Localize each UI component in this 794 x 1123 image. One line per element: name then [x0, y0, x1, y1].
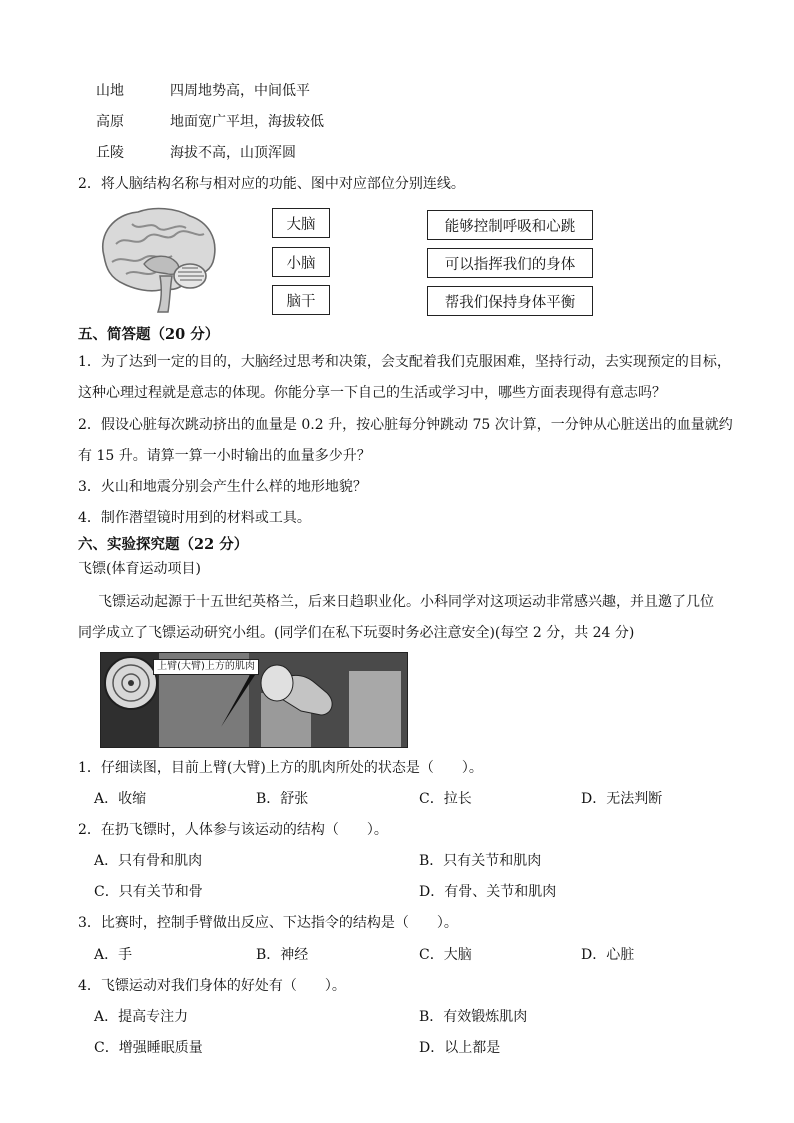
- mc-option[interactable]: D．以上都是: [419, 1040, 501, 1056]
- mc-option[interactable]: C．大脑: [419, 947, 472, 963]
- landform-name: 丘陵: [96, 145, 124, 161]
- mc-option[interactable]: D．无法判断: [581, 791, 663, 807]
- brain-part-brainstem[interactable]: 脑干: [272, 285, 330, 315]
- intro-text: 飞镖运动起源于十五世纪英格兰，后来日趋职业化。小科同学对这项运动非常感兴趣，并且邀了几位: [98, 594, 714, 610]
- brain-function-box[interactable]: 能够控制呼吸和心跳: [427, 210, 593, 240]
- brain-part-cerebrum[interactable]: 大脑: [272, 208, 330, 238]
- brain-part-cerebellum[interactable]: 小脑: [272, 247, 330, 277]
- mc-option[interactable]: A．提高专注力: [94, 1009, 189, 1025]
- photo-caption: 上臂(大臂)上方的肌肉: [153, 659, 259, 675]
- mc-option[interactable]: C．只有关节和骨: [94, 884, 203, 900]
- mc-option[interactable]: C．拉长: [419, 791, 472, 807]
- short-answer-q2: 2．假设心脏每次跳动挤出的血量是 0.2 升，按心脏每分钟跳动 75 次计算，一分钟从心脏送出的血量就约: [78, 417, 733, 433]
- mc-option[interactable]: B．舒张: [256, 791, 309, 807]
- question-match-brain: 2．将人脑结构名称与相对应的功能、图中对应部位分别连线。: [78, 176, 465, 192]
- brain-function-box[interactable]: 可以指挥我们的身体: [427, 248, 593, 278]
- section-subtitle: 飞镖(体育运动项目): [78, 561, 201, 577]
- mc-option[interactable]: C．增强睡眠质量: [94, 1040, 203, 1056]
- mc-option[interactable]: B．神经: [256, 947, 309, 963]
- landform-name: 山地: [96, 83, 124, 99]
- mc-option[interactable]: A．手: [94, 947, 133, 963]
- short-answer-q1: 1．为了达到一定的目的，大脑经过思考和决策，会支配着我们克服困难，坚持行动，去实现预定的目标，: [78, 354, 731, 370]
- section-title: 六、实验探究题（22 分）: [78, 536, 249, 553]
- mc-option[interactable]: D．心脏: [581, 947, 635, 963]
- mc-question-stem: 4．飞镖运动对我们身体的好处有（ ）。: [78, 978, 346, 994]
- landform-desc: 四周地势高，中间低平: [170, 83, 310, 99]
- mc-option[interactable]: A．只有骨和肌肉: [94, 853, 203, 869]
- brain-function-box[interactable]: 帮我们保持身体平衡: [427, 286, 593, 316]
- brain-illustration: [96, 204, 222, 316]
- dart-photo: [100, 652, 408, 748]
- mc-option[interactable]: B．有效锻炼肌肉: [419, 1009, 528, 1025]
- short-answer-q4: 4．制作潜望镜时用到的材料或工具。: [78, 510, 311, 526]
- mc-option[interactable]: A．收缩: [94, 791, 147, 807]
- mc-question-stem: 2．在扔飞镖时，人体参与该运动的结构（ ）。: [78, 822, 388, 838]
- short-answer-q1: 这种心理过程就是意志的体现。你能分享一下自己的生活或学习中，哪些方面表现得有意志吗？: [78, 385, 666, 401]
- short-answer-q3: 3．火山和地震分别会产生什么样的地形地貌？: [78, 479, 367, 495]
- mc-option[interactable]: B．只有关节和肌肉: [419, 853, 542, 869]
- short-answer-q2: 有 15 升。请算一算一小时输出的血量多少升？: [78, 448, 371, 464]
- mc-option[interactable]: D．有骨、关节和肌肉: [419, 884, 557, 900]
- landform-desc: 地面宽广平坦，海拔较低: [170, 114, 324, 130]
- landform-desc: 海拔不高，山顶浑圆: [170, 145, 296, 161]
- intro-text: 同学成立了飞镖运动研究小组。(同学们在私下玩耍时务必注意安全)(每空 2 分，共 24 分): [78, 625, 635, 641]
- mc-question-stem: 1．仔细读图，目前上臂(大臂)上方的肌肉所处的状态是（ ）。: [78, 760, 483, 776]
- mc-question-stem: 3．比赛时，控制手臂做出反应、下达指令的结构是（ ）。: [78, 915, 458, 931]
- section-title: 五、简答题（20 分）: [78, 326, 220, 343]
- landform-name: 高原: [96, 114, 124, 130]
